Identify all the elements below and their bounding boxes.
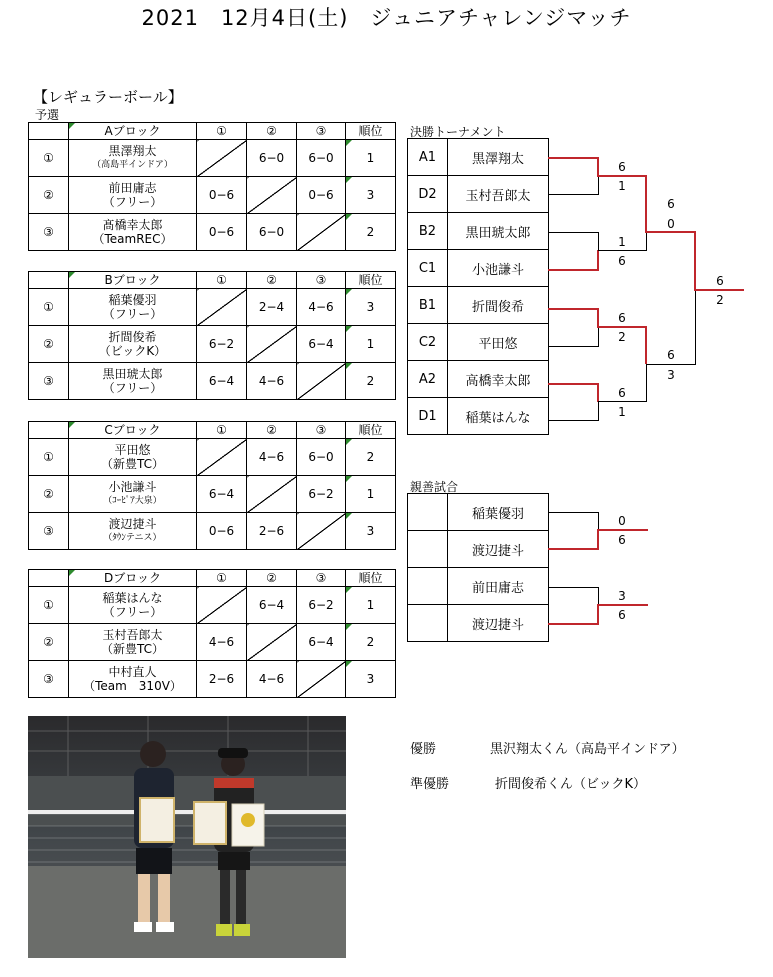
score-cell: 4−6 [297, 289, 346, 326]
score: 6 [618, 386, 626, 400]
entry-name: 高橋幸太郎 [448, 361, 549, 398]
block-table [28, 122, 396, 251]
seed-cell [408, 568, 448, 605]
page-title: 2021 12月4日(土) ジュニアチャレンジマッチ [141, 6, 632, 30]
seed-cell: C1 [408, 250, 448, 287]
diagonal-cell [247, 177, 297, 214]
header-cell: ① [197, 570, 247, 587]
header-cell: ③ [297, 422, 346, 439]
rank-cell: 3 [346, 177, 396, 214]
row-number: ② [29, 177, 69, 214]
header-cell: 順位 [346, 123, 396, 140]
score: 1 [618, 405, 626, 419]
entry-name: 稲葉はんな [448, 398, 549, 435]
score-cell: 6−0 [297, 439, 346, 476]
header-cell: ② [247, 123, 297, 140]
runner-up-label: 準優勝 [410, 777, 450, 792]
score-cell: 4−6 [247, 439, 297, 476]
player-name: 髙橋幸太郎 [102, 218, 163, 232]
entry-name: 黒田琥太郎 [448, 213, 549, 250]
score-cell: 4−6 [247, 661, 297, 698]
player-name: 前田庸志 [108, 181, 157, 195]
score-cell: 2−6 [197, 661, 247, 698]
seed-cell [408, 605, 448, 642]
score-cell: 0−6 [197, 214, 247, 251]
player-name: 玉村吾郎太 [102, 628, 163, 642]
player-affiliation: （ﾀｳﾝテニス） [103, 533, 162, 543]
row-number: ① [29, 140, 69, 177]
player-name: 黒田琥太郎 [102, 367, 163, 381]
player-affiliation: （フリー） [102, 381, 163, 395]
block-name: Bブロック [69, 272, 197, 289]
rank-cell: 2 [346, 624, 396, 661]
header-cell: ① [197, 123, 247, 140]
score-cell: 0−6 [297, 177, 346, 214]
row-number: ① [29, 289, 69, 326]
score: 6 [618, 254, 626, 268]
player-cell [69, 439, 197, 476]
header-cell: ② [247, 570, 297, 587]
row-number: ② [29, 476, 69, 513]
block-name: Dブロック [69, 570, 197, 587]
score: 6 [618, 160, 626, 174]
diagonal-cell [297, 513, 346, 550]
player-name: 中村直人 [108, 665, 157, 679]
header-cell: ② [247, 272, 297, 289]
diagonal-cell [247, 624, 297, 661]
player-affiliation: （ビックK） [98, 344, 167, 358]
seed-cell: B2 [408, 213, 448, 250]
header-cell: ① [197, 422, 247, 439]
score: 2 [716, 293, 724, 307]
block-table [28, 569, 396, 698]
rank-cell: 1 [346, 140, 396, 177]
player-name: 黒澤翔太 [108, 144, 157, 158]
entry-name: 前田庸志 [448, 568, 549, 605]
header-cell: ③ [297, 570, 346, 587]
friendly-table [407, 493, 549, 642]
header-cell: ③ [297, 272, 346, 289]
score: 1 [618, 179, 626, 193]
diagonal-cell [247, 476, 297, 513]
player-name: 渡辺捷斗 [108, 517, 157, 531]
seed-cell: D2 [408, 176, 448, 213]
block-name: Aブロック [69, 123, 197, 140]
award-photo [28, 716, 346, 958]
player-name: 平田悠 [114, 443, 151, 457]
score: 2 [618, 330, 626, 344]
player-cell [69, 140, 197, 177]
score-cell: 0−6 [197, 513, 247, 550]
row-number: ③ [29, 661, 69, 698]
row-number: ③ [29, 513, 69, 550]
row-number: ③ [29, 363, 69, 400]
player-affiliation: （新豊TC） [100, 642, 164, 656]
player-affiliation: （TeamREC） [92, 232, 173, 246]
score-cell: 6−2 [197, 326, 247, 363]
rank-cell: 3 [346, 513, 396, 550]
score-cell: 6−4 [247, 587, 297, 624]
diagonal-cell [197, 140, 247, 177]
player-cell [69, 214, 197, 251]
block-table [28, 271, 396, 400]
player-affiliation: （ｺｰﾋﾟｱ大泉） [103, 496, 162, 506]
diagonal-cell [297, 661, 346, 698]
player-affiliation: （Team 310V） [83, 679, 182, 693]
header-cell [29, 272, 69, 289]
player-name: 稲葉優羽 [108, 293, 157, 307]
score: 6 [618, 533, 626, 547]
header-cell: 順位 [346, 570, 396, 587]
score-cell: 6−4 [197, 476, 247, 513]
block-table [28, 421, 396, 550]
row-number: ② [29, 326, 69, 363]
player-cell [69, 289, 197, 326]
player-affiliation: （新豊TC） [100, 457, 164, 471]
diagonal-cell [197, 439, 247, 476]
score-cell: 0−6 [197, 177, 247, 214]
section-label: 【レギュラーボール】 [33, 88, 183, 106]
player-cell [69, 513, 197, 550]
player-cell [69, 587, 197, 624]
player-name: 折間俊希 [108, 330, 157, 344]
score-cell: 6−4 [297, 624, 346, 661]
header-cell [29, 570, 69, 587]
header-cell [29, 123, 69, 140]
winner-label: 優勝 [410, 742, 437, 757]
score-cell: 6−2 [297, 587, 346, 624]
winner-name: 黒沢翔太くん（高島平インドア） [490, 742, 685, 757]
row-number: ③ [29, 214, 69, 251]
rank-cell: 1 [346, 587, 396, 624]
prelim-label: 予選 [35, 108, 60, 122]
diagonal-cell [247, 326, 297, 363]
header-cell: ② [247, 422, 297, 439]
score: 3 [618, 589, 626, 603]
player-affiliation: （フリー） [102, 195, 163, 209]
player-cell [69, 326, 197, 363]
diagonal-cell [297, 363, 346, 400]
player-name: 稲葉はんな [102, 591, 163, 605]
entry-name: 黒澤翔太 [448, 139, 549, 176]
score-cell: 4−6 [197, 624, 247, 661]
entry-name: 渡辺捷斗 [448, 605, 549, 642]
score-cell: 6−2 [297, 476, 346, 513]
score-cell: 2−4 [247, 289, 297, 326]
rank-cell: 1 [346, 326, 396, 363]
score-cell: 4−6 [247, 363, 297, 400]
row-number: ① [29, 587, 69, 624]
score: 6 [667, 197, 675, 211]
score: 0 [667, 217, 675, 231]
seed-cell [408, 494, 448, 531]
entry-name: 小池謙斗 [448, 250, 549, 287]
rank-cell: 3 [346, 661, 396, 698]
header-cell: ③ [297, 123, 346, 140]
entry-name: 稲葉優羽 [448, 494, 549, 531]
runner-up-name: 折間俊希くん（ビックK） [495, 777, 647, 792]
score-cell: 6−0 [247, 214, 297, 251]
score: 1 [618, 235, 626, 249]
player-cell [69, 661, 197, 698]
rank-cell: 2 [346, 363, 396, 400]
seed-cell [408, 531, 448, 568]
score: 6 [618, 608, 626, 622]
header-cell: ① [197, 272, 247, 289]
seed-cell: A1 [408, 139, 448, 176]
rank-cell: 2 [346, 439, 396, 476]
friendly-label: 親善試合 [410, 480, 459, 494]
diagonal-cell [297, 214, 346, 251]
score: 6 [716, 274, 724, 288]
row-number: ① [29, 439, 69, 476]
score: 6 [618, 311, 626, 325]
score-cell: 6−4 [197, 363, 247, 400]
header-cell: 順位 [346, 422, 396, 439]
rank-cell: 1 [346, 476, 396, 513]
seed-cell: A2 [408, 361, 448, 398]
seed-cell: D1 [408, 398, 448, 435]
player-affiliation: （フリー） [102, 307, 163, 321]
entry-name: 玉村吾郎太 [448, 176, 549, 213]
rank-cell: 2 [346, 214, 396, 251]
score-cell: 6−4 [297, 326, 346, 363]
score-cell: 6−0 [297, 140, 346, 177]
header-cell: 順位 [346, 272, 396, 289]
player-cell [69, 363, 197, 400]
entry-name: 渡辺捷斗 [448, 531, 549, 568]
player-name: 小池謙斗 [108, 480, 157, 494]
player-cell [69, 177, 197, 214]
tournament-table [407, 138, 549, 435]
diagonal-cell [197, 289, 247, 326]
row-number: ② [29, 624, 69, 661]
entry-name: 平田悠 [448, 324, 549, 361]
score: 0 [618, 514, 626, 528]
block-name: Cブロック [69, 422, 197, 439]
rank-cell: 3 [346, 289, 396, 326]
score: 6 [667, 348, 675, 362]
player-affiliation: （高島平インドア） [92, 160, 173, 170]
header-cell [29, 422, 69, 439]
seed-cell: C2 [408, 324, 448, 361]
score: 3 [667, 368, 675, 382]
player-cell [69, 476, 197, 513]
entry-name: 折間俊希 [448, 287, 549, 324]
seed-cell: B1 [408, 287, 448, 324]
player-affiliation: （フリー） [102, 605, 163, 619]
score-cell: 6−0 [247, 140, 297, 177]
diagonal-cell [197, 587, 247, 624]
tournament-label: 決勝トーナメント [410, 125, 506, 139]
player-cell [69, 624, 197, 661]
score-cell: 2−6 [247, 513, 297, 550]
